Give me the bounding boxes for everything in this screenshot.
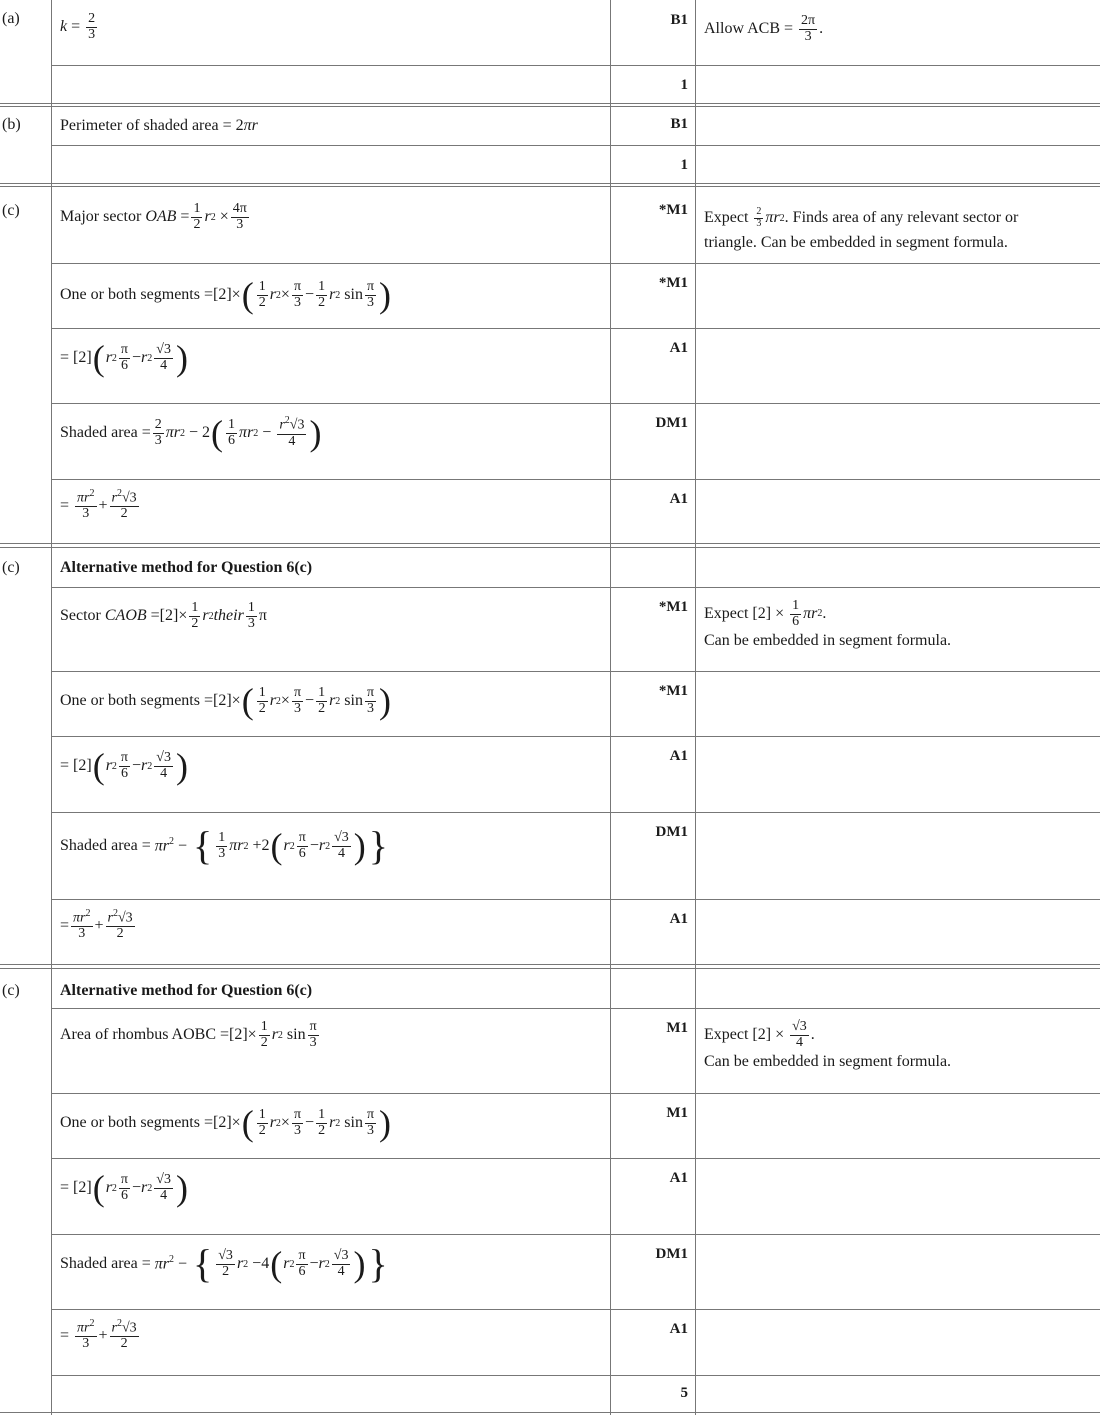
answer-alt2-1: Area of rhombus AOBC =[2]× $\frac{1}{2}$ r 2 sin $\frac{\pi}{3}$ xyxy=(60,1019,317,1050)
row-alt2-1 xyxy=(0,1008,1100,1093)
answer-c3: = [2] ( r 2 $\frac{\pi}{6}$ − r 2 $\frac{√3}{4}$ ) xyxy=(60,338,188,378)
row-c3 xyxy=(0,328,1100,403)
mark-alt1-3: A1 xyxy=(669,748,688,764)
answer-c1: Major sector OAB = $\frac{1}{2}$ r 2 × $\frac{4\pi}{3}$ xyxy=(60,201,247,232)
answer-b: Perimeter of shaded area = 2πr xyxy=(60,117,258,134)
row-rule xyxy=(0,103,1100,104)
question-label: (c) xyxy=(2,559,20,576)
row-alt2-head xyxy=(0,968,1100,1008)
question-label: (c) xyxy=(2,202,20,219)
mark-c2: *M1 xyxy=(658,275,688,291)
guidance-a: Allow ACB = $\frac{2\pi}{3}$ . xyxy=(704,13,824,44)
fraction: $\frac{2\pi}{3}$ xyxy=(801,13,816,44)
alt-method-title: Alternative method for Question 6(c) xyxy=(60,559,313,576)
mark-alt1-1: *M1 xyxy=(658,599,688,615)
alt-method-title: Alternative method for Question 6(c) xyxy=(60,982,313,999)
row-alt1-1 xyxy=(0,587,1100,671)
total-c: 5 xyxy=(680,1385,688,1401)
mark-b: B1 xyxy=(670,116,688,132)
row-a xyxy=(0,0,1100,65)
row-alt2-4 xyxy=(0,1234,1100,1309)
answer-alt2-4: Shaded area = $\pi r^2$ − { $\frac{√3}{2}$ r 2 −4 ( r 2 $\frac{\pi}{6}$ − r 2 $\frac{√3}{4}$ ) } xyxy=(60,1241,388,1286)
answer-alt2-2: One or both segments =[2]× ( $\frac{1}{2}$ r 2 × $\frac{\pi}{3}$ − $\frac{1}{2}$ r 2 sin $\frac{\pi}{3}$ ) xyxy=(60,1103,392,1143)
mark-alt2-5: A1 xyxy=(669,1321,688,1337)
row-alt2-2 xyxy=(0,1093,1100,1158)
row-alt1-2 xyxy=(0,671,1100,736)
row-a-total xyxy=(0,65,1100,103)
row-rule xyxy=(0,543,1100,544)
total-b: 1 xyxy=(680,157,688,173)
row-c1 xyxy=(0,186,1100,263)
row-alt1-head xyxy=(0,547,1100,587)
mark-alt2-1: M1 xyxy=(666,1020,688,1036)
row-b xyxy=(0,106,1100,145)
answer-alt2-3: = [2] ( r 2 $\frac{\pi}{6}$ − r 2 $\frac{√3}{4}$ ) xyxy=(60,1168,188,1208)
row-final-total xyxy=(0,1375,1100,1412)
guidance-c1: Expect $\frac{2}{3}$ πr 2 . Finds area of any relevant sector or triangle. Can be embedded in segment formula. xyxy=(704,206,1019,251)
row-c2 xyxy=(0,263,1100,328)
answer-alt1-4: Shaded area = $\pi r^2$ − { $\frac{1}{3}$ πr 2 +2 ( r 2 $\frac{\pi}{6}$ − r 2 $\frac{√3}{4}$ ) } xyxy=(60,823,388,868)
answer-a: k = $\frac{2}{3}$ xyxy=(60,11,96,42)
mark-a: B1 xyxy=(670,12,688,28)
answer-c4: Shaded area = $\frac{2}{3}$ πr 2 − 2 ( $\frac{1}{6}$ πr 2 − $\frac{r^2√3}{4}$ ) xyxy=(60,413,322,453)
mark-alt2-2: M1 xyxy=(666,1105,688,1121)
row-c5 xyxy=(0,479,1100,543)
mark-alt2-3: A1 xyxy=(669,1170,688,1186)
row-rule xyxy=(0,1412,1100,1413)
row-alt2-3 xyxy=(0,1158,1100,1234)
answer-alt1-3: = [2] ( r 2 $\frac{\pi}{6}$ − r 2 $\frac{√3}{4}$ ) xyxy=(60,746,188,786)
row-alt1-3 xyxy=(0,736,1100,812)
answer-alt1-1: Sector CAOB =[2]× $\frac{1}{2}$ r 2 their $\frac{1}{3}$ π xyxy=(60,600,267,631)
total-a: 1 xyxy=(680,77,688,93)
row-rule xyxy=(0,964,1100,965)
row-b-total xyxy=(0,145,1100,183)
mark-alt2-4: DM1 xyxy=(655,1246,688,1262)
row-rule xyxy=(0,183,1100,184)
row-alt1-5 xyxy=(0,899,1100,964)
mark-c3: A1 xyxy=(669,340,688,356)
row-alt1-4 xyxy=(0,812,1100,899)
mark-alt1-4: DM1 xyxy=(655,824,688,840)
mark-c5: A1 xyxy=(669,491,688,507)
answer-c2: One or both segments =[2]× ( $\frac{1}{2}$ r 2 × $\frac{\pi}{3}$ − $\frac{1}{2}$ r 2 sin $\frac{\pi}{3}$ ) xyxy=(60,275,392,315)
question-label: (a) xyxy=(2,10,20,27)
question-label: (b) xyxy=(2,116,21,133)
mark-c1: *M1 xyxy=(658,202,688,218)
row-alt2-5 xyxy=(0,1309,1100,1375)
mark-alt1-2: *M1 xyxy=(658,683,688,699)
fraction: $\frac{2}{3}$ xyxy=(88,11,96,42)
answer-c5: = $\frac{\pi r^2}{3}$ + $\frac{r^2√3}{2}$ xyxy=(60,488,137,522)
answer-alt1-5: = $\frac{\pi r^2}{3}$ + $\frac{r^2√3}{2}$ xyxy=(60,908,133,942)
mark-c4: DM1 xyxy=(655,415,688,431)
answer-alt1-2: One or both segments =[2]× ( $\frac{1}{2}$ r 2 × $\frac{\pi}{3}$ − $\frac{1}{2}$ r 2 sin $\frac{\pi}{3}$ ) xyxy=(60,681,392,721)
guidance-alt1-1: Expect [2] × $\frac{1}{6}$ πr 2 . Can be embedded in segment formula. xyxy=(704,598,952,650)
row-c4 xyxy=(0,403,1100,479)
guidance-alt2-1: Expect [2] × $\frac{√3}{4}$ . Can be embedded in segment formula. xyxy=(704,1019,952,1071)
answer-alt2-5: = $\frac{\pi r^2}{3}$ + $\frac{r^2√3}{2}$ xyxy=(60,1318,137,1352)
question-label: (c) xyxy=(2,982,20,999)
mark-alt1-5: A1 xyxy=(669,911,688,927)
